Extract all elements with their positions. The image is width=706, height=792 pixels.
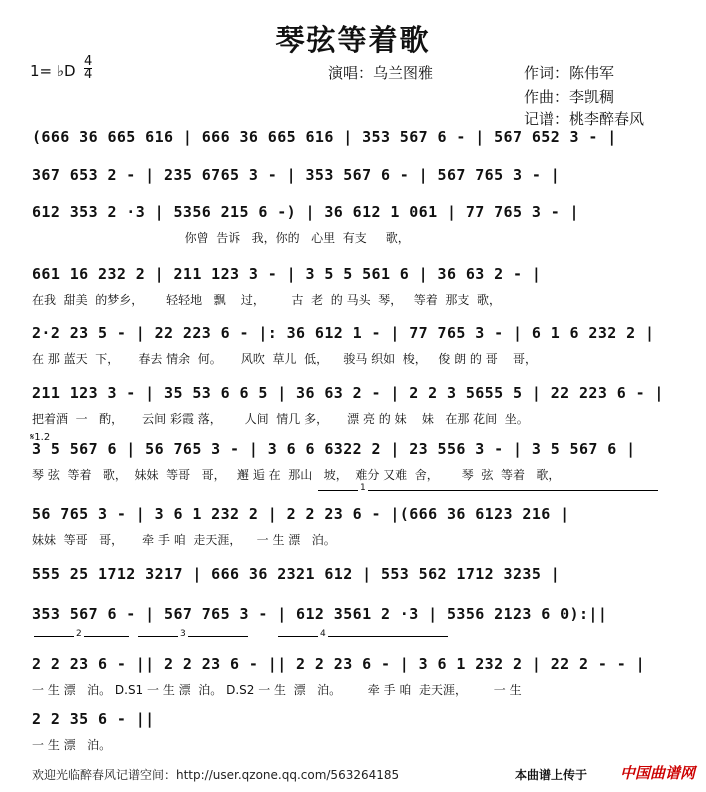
page-title: 琴弦等着歌 [275,23,431,57]
score-notes-line: (666 36 665 616 | 666 36 665 616 | 353 567 6 - | 567 652 3 - | [32,128,617,146]
score-lyrics-line: 把着酒 一 酌， 云间 彩霞 落， 人间 情几 多， 漂 亮 的 妹 妹 在那 花间 坐。 [32,412,529,426]
time-sig-numerator: 4 [84,54,93,69]
segno-mark: 𝄋1.2 [30,432,51,443]
score-notes-line: 661 16 232 2 | 211 123 3 - | 3 5 5 561 6 | 36 63 2 - | [32,265,542,283]
score-notes-line: 2 2 35 6 - || [32,710,155,728]
volta-bracket-3: 3 [138,636,248,637]
score-notes-line: 211 123 3 - | 35 53 6 6 5 | 36 63 2 - | 2 2 3 5655 5 | 22 223 6 - | [32,384,664,402]
score-notes-line: 3 5 567 6 | 56 765 3 - | 3 6 6 6322 2 | 23 556 3 - | 3 5 567 6 | [32,440,636,458]
score-lyrics-line: 在 那 蓝天 下， 春去 情余 何。 风吹 草儿 低， 骏马 织如 梭， 俊 朗 的 哥 哥， [32,352,537,366]
score-lyrics-line: 琴 弦 等着 歌， 妹妹 等哥 哥， 邂 逅 在 那山 坡， 难分 又难 舍， 琴 弦 等着 歌， [32,468,561,482]
score-lyrics-line: 你曾 告诉 我，你的 心里 有支 歌， [32,231,410,245]
score-notes-line: 612 353 2 ·3 | 5356 215 6 -) | 36 612 1 061 | 77 765 3 - | [32,203,579,221]
singer: 演唱：乌兰图雅 [328,64,434,82]
upload-label: 本曲谱上传于 [515,768,588,782]
score-notes-line: 367 653 2 - | 235 6765 3 - | 353 567 6 - | 567 765 3 - | [32,166,561,184]
composer: 作曲：李凯稠 [524,88,615,106]
score-lyrics-line: 妹妹 等哥 哥， 牵 手 咱 走天涯， 一 生 漂 泊。 [32,533,336,547]
score-notes-line: 353 567 6 - | 567 765 3 - | 612 3561 2 ·3 | 5356 2123 6 0):|| [32,605,608,623]
score-notes-line: 56 765 3 - | 3 6 1 232 2 | 2 2 23 6 - |(666 36 6123 216 | [32,505,570,523]
lyricist: 作词：陈伟军 [524,64,615,82]
score-notes-line: 555 25 1712 3217 | 666 36 2321 612 | 553 562 1712 3235 | [32,565,561,583]
score-notes-line: 2·2 23 5 - | 22 223 6 - |: 36 612 1 - | 77 765 3 - | 6 1 6 232 2 | [32,324,655,342]
transcriber: 记谱：桃李醉春风 [524,110,645,128]
score-lyrics-line: 在我 甜美 的梦乡， 轻轻地 飘 过， 古 老 的 马头 琴， 等着 那支 歌， [32,293,501,307]
time-sig-denominator: 4 [84,67,93,82]
time-signature [84,56,92,81]
score-notes-line: 2 2 23 6 - || 2 2 23 6 - || 2 2 23 6 - | 3 6 1 232 2 | 22 2 - - | [32,655,645,673]
site-logo: 中国曲谱网 [620,764,696,782]
volta-bracket-4: 4 [278,636,448,637]
score-lyrics-line: 一 生 漂 泊。 [32,738,112,752]
score-lyrics-line: 一 生 漂 泊。 D.S1 一 生 漂 泊。 D.S2 一 生 漂 泊。 牵 手 咱 走天涯， 一 生 [32,683,522,697]
volta-bracket-1: 1 [318,490,658,491]
volta-bracket-2: 2 [34,636,129,637]
footer-credit: 欢迎光临醉春风记谱空间：http://user.qzone.qq.com/563264185 [32,768,400,782]
key-signature: 1= ♭D [30,62,76,80]
